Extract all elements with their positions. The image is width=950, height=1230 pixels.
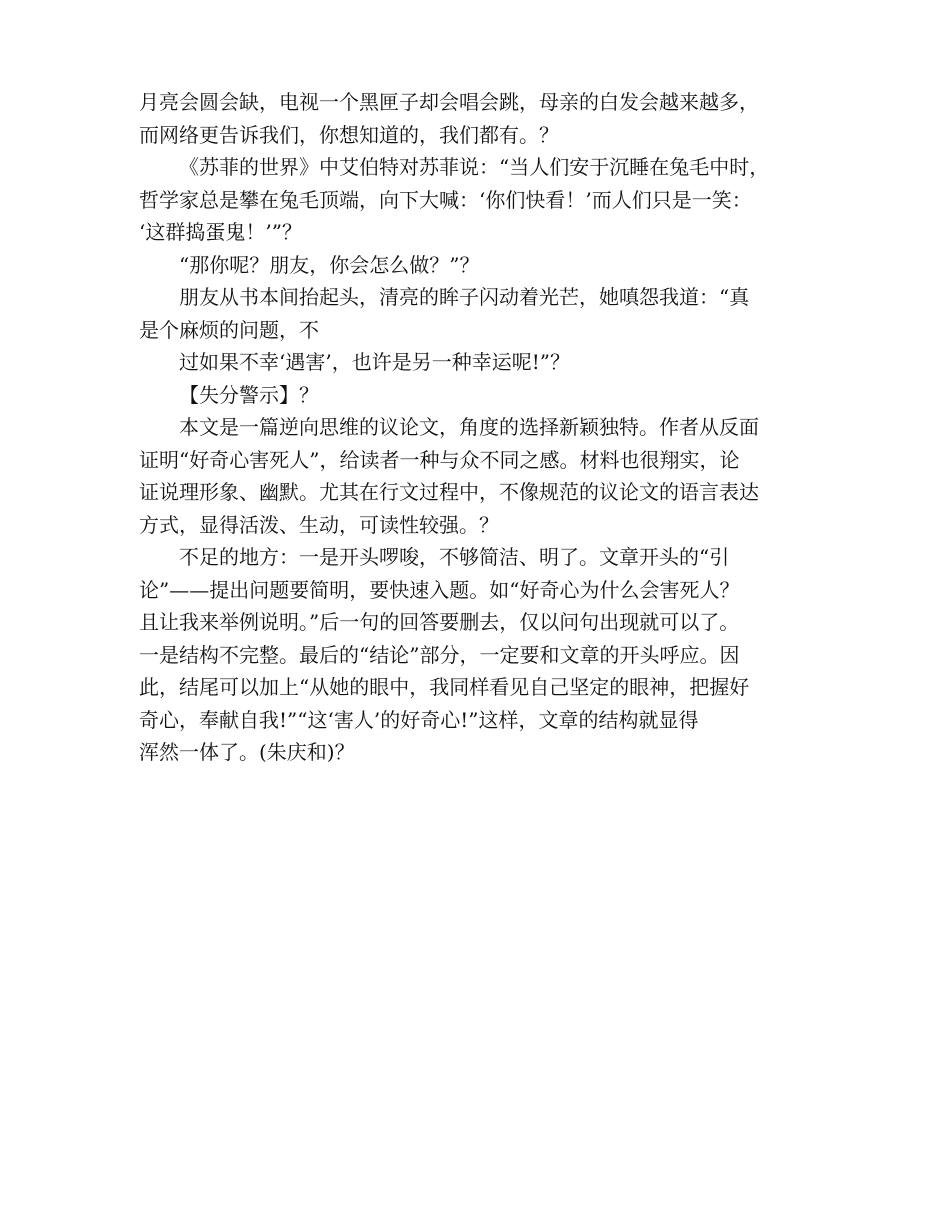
text-line-11: 本文是一篇逆向思维的议论文，角度的选择新颖独特。作者从反面: [179, 415, 759, 439]
text-line-16: 论”——提出问题要简明，要快速入题。如“好奇心为什么会害死人？: [139, 577, 740, 602]
text-line-5: ‘这群捣蛋鬼！’”？: [139, 220, 302, 244]
text-line-19: 此，结尾可以加上“从她的眼中，我同样看见自己坚定的眼神，把握好: [139, 675, 750, 699]
text-line-2: 而网络更告诉我们，你想知道的，我们都有。？: [139, 122, 559, 147]
text-line-9: 过如果不幸‘遇害’，也许是另一种幸运呢!”？: [179, 350, 570, 374]
text-line-17: 且让我来举例说明。”后一句的回答要删去，仅以问句出现就可以了。: [139, 610, 740, 634]
text-line-7: 朋友从书本间抬起头，清亮的眸子闪动着光芒，她嗔怨我道：“真: [179, 285, 750, 309]
text-line-3: 《苏菲的世界》中艾伯特对苏菲说：“当人们安于沉睡在兔毛中时，: [179, 155, 770, 179]
text-line-12: 证明“好奇心害死人”，给读者一种与众不同之感。材料也很翔实，论: [139, 447, 740, 472]
text-line-1: 月亮会圆会缺，电视一个黑匣子却会唱会跳，母亲的白发会越来越多，: [139, 90, 759, 114]
text-line-14: 方式，显得活泼、生动，可读性较强。？: [139, 512, 499, 537]
section-heading-loss-warning: 【失分警示】？: [179, 382, 319, 407]
text-line-13: 证说理形象、幽默。尤其在行文过程中，不像规范的议论文的语言表达: [139, 480, 759, 504]
text-line-18: 一是结构不完整。最后的“结论”部分，一定要和文章的开头呼应。因: [139, 642, 740, 667]
text-line-21: 浑然一体了。(朱庆和)？: [139, 740, 355, 764]
text-line-15: 不足的地方：一是开头啰唆，不够简洁、明了。文章开头的“引: [179, 545, 730, 569]
text-line-4: 哲学家总是攀在兔毛顶端，向下大喊：‘你们快看！’而人们只是一笑：: [139, 187, 752, 212]
text-line-6: “那你呢？朋友，你会怎么做？”？: [179, 252, 480, 277]
document-body: [139, 86, 819, 769]
text-line-8: 是个麻烦的问题，不: [139, 317, 319, 342]
text-line-20: 奇心，奉献自我!”“这‘害人’的好奇心!”这样，文章的结构就显得: [139, 707, 699, 732]
